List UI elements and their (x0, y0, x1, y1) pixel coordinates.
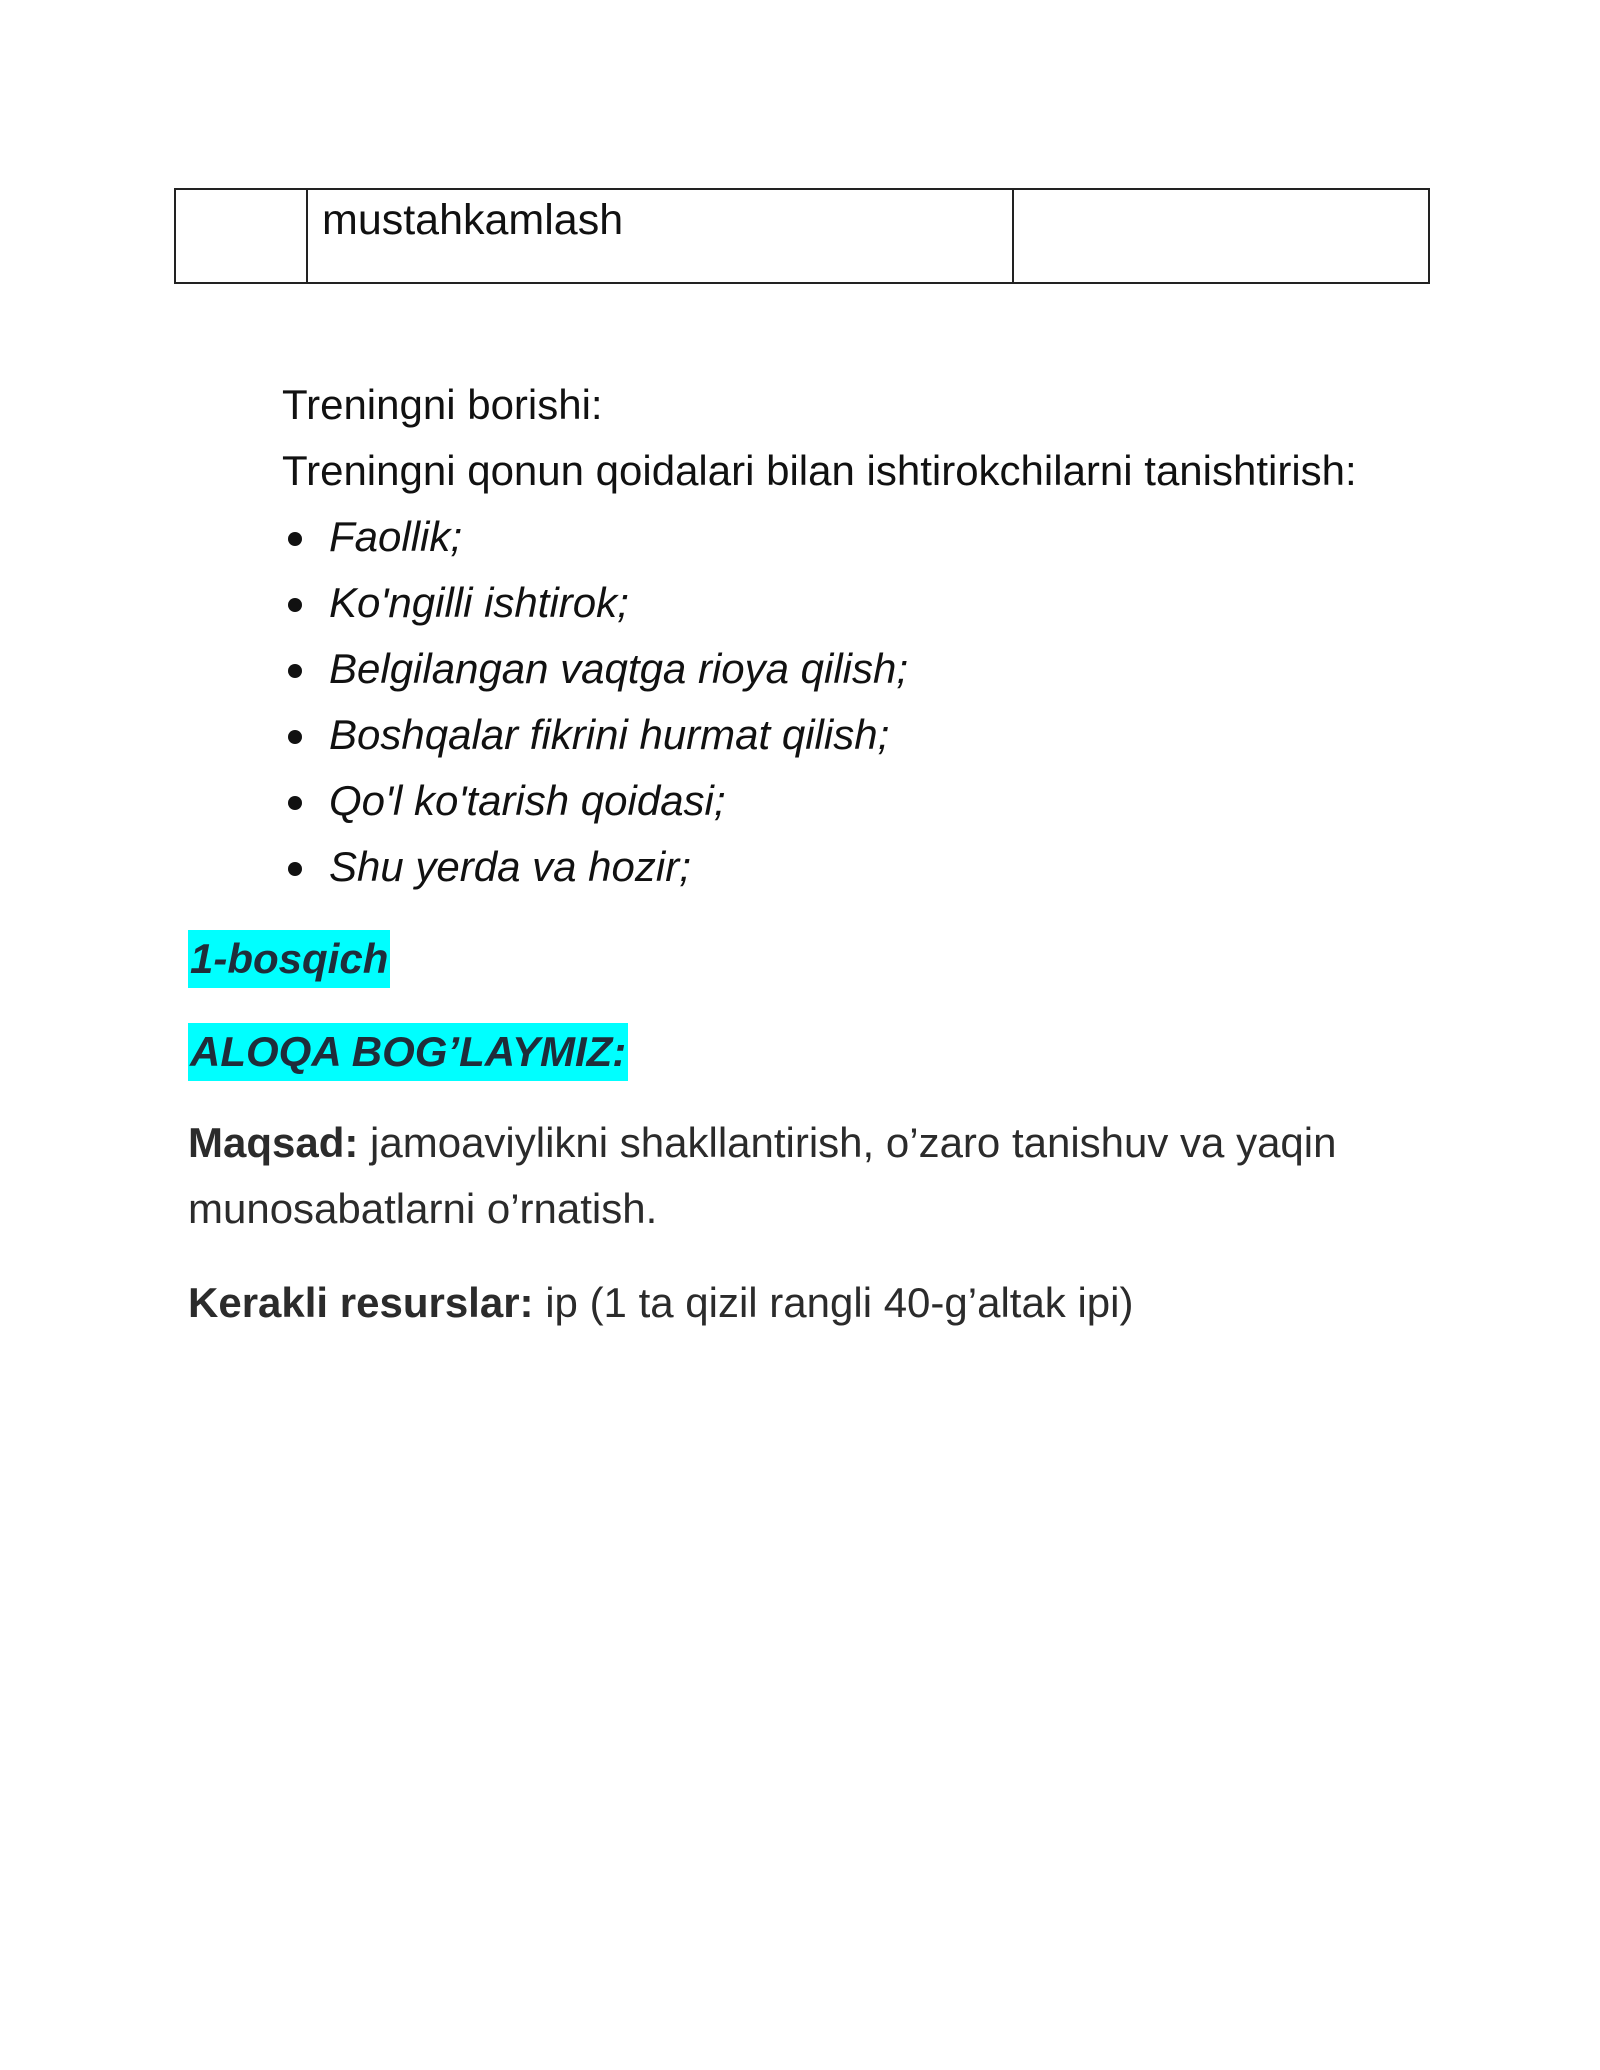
list-item-text: Boshqalar fikrini hurmat qilish; (329, 711, 890, 758)
bullet-icon (288, 598, 302, 612)
table-cell-text (176, 190, 306, 199)
rules-list (282, 504, 1462, 900)
list-item-text: Ko'ngilli ishtirok; (329, 579, 629, 626)
stage-label: 1-bosqich (188, 930, 390, 988)
training-intro: Treningni qonun qoidalari bilan ishtirokchilarni tanishtirish: (282, 447, 1357, 494)
goal-label: Maqsad: (188, 1119, 359, 1166)
list-item-text: Faollik; (329, 513, 463, 560)
bullet-icon (288, 664, 302, 678)
bullet-icon (288, 532, 302, 546)
resources-label: Kerakli resurslar: (188, 1279, 534, 1326)
resources-paragraph (188, 1270, 1428, 1336)
list-item (282, 504, 1462, 570)
stage-label-row (188, 930, 1448, 988)
table-cell (175, 189, 307, 283)
stage-title-row (188, 1023, 1448, 1081)
table-cell-text: mustahkamlash (322, 196, 624, 244)
list-item (282, 636, 1462, 702)
list-item (282, 768, 1462, 834)
table-cell-text (1014, 190, 1428, 199)
list-item (282, 702, 1462, 768)
resources-text: ip (1 ta qizil rangli 40-g’altak ipi) (533, 1279, 1134, 1326)
list-item-text: Qo'l ko'tarish qoidasi; (329, 777, 726, 824)
list-item (282, 570, 1462, 636)
goal-paragraph (188, 1110, 1428, 1242)
stage-title: ALOQA BOG’LAYMIZ: (188, 1023, 628, 1081)
goal-text: jamoaviylikni shakllantirish, o’zaro tanishuv va yaqin munosabatlarni o’rnatish. (188, 1119, 1337, 1232)
table-cell (1013, 189, 1429, 283)
bullet-icon (288, 730, 302, 744)
training-heading: Treningni borishi: (282, 381, 603, 428)
list-item-text: Shu yerda va hozir; (329, 843, 691, 890)
table-row (175, 189, 1429, 283)
table-fragment (174, 188, 1430, 284)
bullet-icon (288, 796, 302, 810)
table-cell (307, 189, 1013, 283)
training-section (282, 372, 1462, 900)
bullet-icon (288, 862, 302, 876)
list-item-text: Belgilangan vaqtga rioya qilish; (329, 645, 909, 692)
list-item (282, 834, 1462, 900)
